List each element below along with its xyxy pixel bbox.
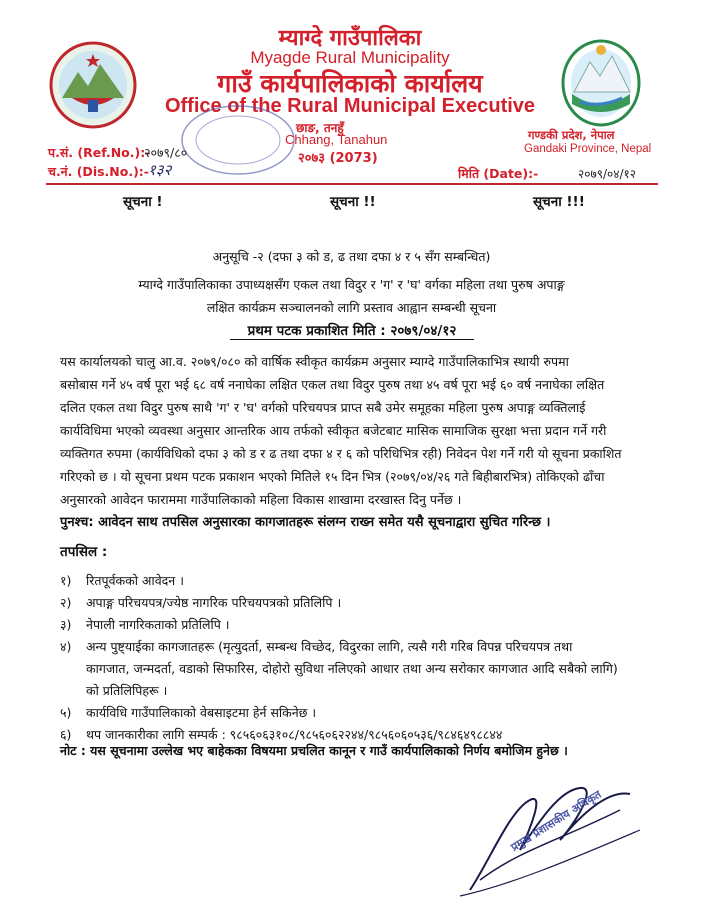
municipality-name-en: Myagde Rural Municipality	[250, 48, 450, 67]
list-text: थप जानकारीका लागि सम्पर्क : ९८५६०६३१०८/९८५६०६२२४४/९८५६०६०५३६/९८४६४९८८४४	[86, 727, 503, 742]
office-name-en: Office of the Rural Municipal Executive	[164, 95, 536, 117]
date-value: २०७९/०४/१२	[578, 167, 637, 181]
list-number: १)	[60, 573, 72, 588]
handwritten-signature	[450, 770, 650, 900]
list-text: अपाङ्ग परिचयपत्र/ज्येष्ठ नागरिक परिचयपत्रको प्रतिलिपि ।	[86, 595, 342, 610]
notice-mark-2: सूचना !!	[330, 194, 376, 210]
list-item	[60, 592, 660, 614]
list-item-continuation: कागजात, जन्मदर्ता, वडाको सिफारिस, दोहोरो सुविधा नलिएको आधार तथा अन्य सरोकार कागजात आदि सबैको लागि)	[86, 661, 618, 676]
list-item	[60, 702, 660, 724]
list-number: ४)	[60, 639, 72, 654]
list-text: नेपाली नागरिकताको प्रतिलिपि ।	[86, 617, 230, 632]
list-item	[60, 614, 660, 636]
notice-paragraph	[60, 350, 650, 511]
document-list	[60, 570, 660, 746]
paragraph-line: बसोबास गर्ने ४५ वर्ष पूरा भई ६८ वर्ष ननाघेका लक्षित एकल तथा विदुर पुरुष तथा ४५ वर्ष पूरा भई ६० वर्ष ननाघेका लक्षित	[60, 377, 605, 392]
date-label: मिति (Date):-	[458, 166, 539, 181]
list-item	[60, 570, 660, 592]
paragraph-line: दलित एकल तथा विदुर पुरुष साथै 'ग' र 'घ' वर्गको परिचयपत्र प्राप्त सबै उमेर समूहका महिला पुरुष अपाङ्ग व्यक्तिलाई	[60, 400, 586, 415]
paragraph-line: यस कार्यालयको चालु आ.व. २०७९/०८० को वार्षिक स्वीकृत कार्यक्रम अनुसार म्याग्दे गाउँपालिकाभित्र स्थायी रुपमा	[60, 354, 569, 369]
place-en: Chhang, Tanahun	[285, 132, 388, 147]
province-np: गण्डकी प्रदेश, नेपाल	[528, 128, 615, 142]
notice-mark-3: सूचना !!!	[533, 194, 585, 210]
paragraph-line: अनुसारको आवेदन फाराममा गाउँपालिकाको महिला विकास शाखामा दरखास्त दिनु पर्नेछ ।	[60, 492, 462, 507]
list-title: तपसिल :	[60, 544, 108, 560]
dis-value: १३२	[148, 161, 172, 179]
list-number: ६)	[60, 727, 72, 742]
office-name-np: गाउँ कार्यपालिकाको कार्यालय	[217, 69, 483, 98]
province-en: Gandaki Province, Nepal	[524, 143, 652, 155]
list-text: रितपूर्वकको आवेदन ।	[86, 573, 184, 588]
notice-mark-1: सूचना !	[123, 194, 163, 210]
letterhead-divider	[46, 183, 658, 185]
province-emblem-logo	[560, 38, 642, 128]
ref-label: प.सं. (Ref.No.):-	[48, 145, 151, 160]
dis-label: च.नं. (Dis.No.):-	[48, 164, 149, 179]
ref-value: २०७९/८०	[144, 145, 188, 160]
list-text: अन्य पुष्ट्याईका कागजातहरू (मृत्युदर्ता, सम्बन्ध विच्छेद, विदुरका लागि, त्यसै गरी गरिब विपन्न परिचयपत्र तथा	[86, 639, 573, 654]
list-number: ५)	[60, 705, 72, 720]
nepal-emblem-logo	[48, 40, 138, 130]
list-number: २)	[60, 595, 72, 610]
note-text: नोट : यस सूचनामा उल्लेख भए बाहेकका विषयमा प्रचलित कानून र गाउँ कार्यपालिकाको निर्णय बमोजिम हुनेछ ।	[60, 743, 568, 758]
paragraph-line: गरिएको छ । यो सूचना प्रथम पटक प्रकाशन भएको मितिले १५ दिन भित्र (२०७९/०४/२६ गते बिहीबारभित्र) तोकिएको ढाँचा	[60, 469, 605, 484]
list-number: ३)	[60, 617, 72, 632]
list-text: कार्यविधि गाउँपालिकाको वेबसाइटमा हेर्न सकिनेछ ।	[86, 705, 317, 720]
list-item-continuation: को प्रतिलिपिहरू ।	[86, 683, 168, 698]
established-year: २०७३ (2073)	[298, 151, 378, 166]
list-item	[60, 636, 660, 658]
paragraph-line: व्यक्तिगत रुपमा (कार्यविधिको दफा ३ को ड र ढ तथा दफा ४ र ६ को परिधिभित्र रही) निवेदन पेश गर्ने गरी यो सूचना प्रकाशित	[60, 446, 622, 461]
office-stamp	[178, 100, 298, 180]
municipality-name-np: म्याग्दे गाउँपालिका	[278, 26, 422, 51]
reminder-text: पुनश्च: आवेदन साथ तपसिल अनुसारका कागजातहरू संलग्न राख्न समेत यसै सूचनाद्वारा सुचित गरिन्छ ।	[60, 515, 551, 530]
schedule-heading: अनुसूचि -२ (दफा ३ को ड, ढ तथा दफा ४ र ५ सँग सम्बन्धित)	[212, 249, 491, 264]
paragraph-line: कार्यविधिमा भएको व्यवस्था अनुसार आन्तरिक आय तर्फको स्वीकृत बजेटबाट मासिक सामाजिक सुरक्षा भत्ता प्रदान गर्ने गरी	[60, 423, 607, 438]
published-date: प्रथम पटक प्रकाशित मिति : २०७९/०४/१२	[230, 321, 474, 340]
place-np: छाङ, तनहुँ	[296, 121, 344, 135]
signatory-title: प्रमुख प्रशासकीय अधिकृत	[508, 787, 604, 854]
notice-subject-line1: म्याग्दे गाउँपालिकाका उपाध्यक्षसँग एकल तथा विदुर र 'ग' र 'घ' वर्गका महिला तथा पुरुष अपाङ्ग	[138, 277, 565, 292]
notice-subject-line2: लक्षित कार्यक्रम सञ्चालनको लागि प्रस्ताव आह्वान सम्बन्धी सूचना	[206, 300, 497, 315]
